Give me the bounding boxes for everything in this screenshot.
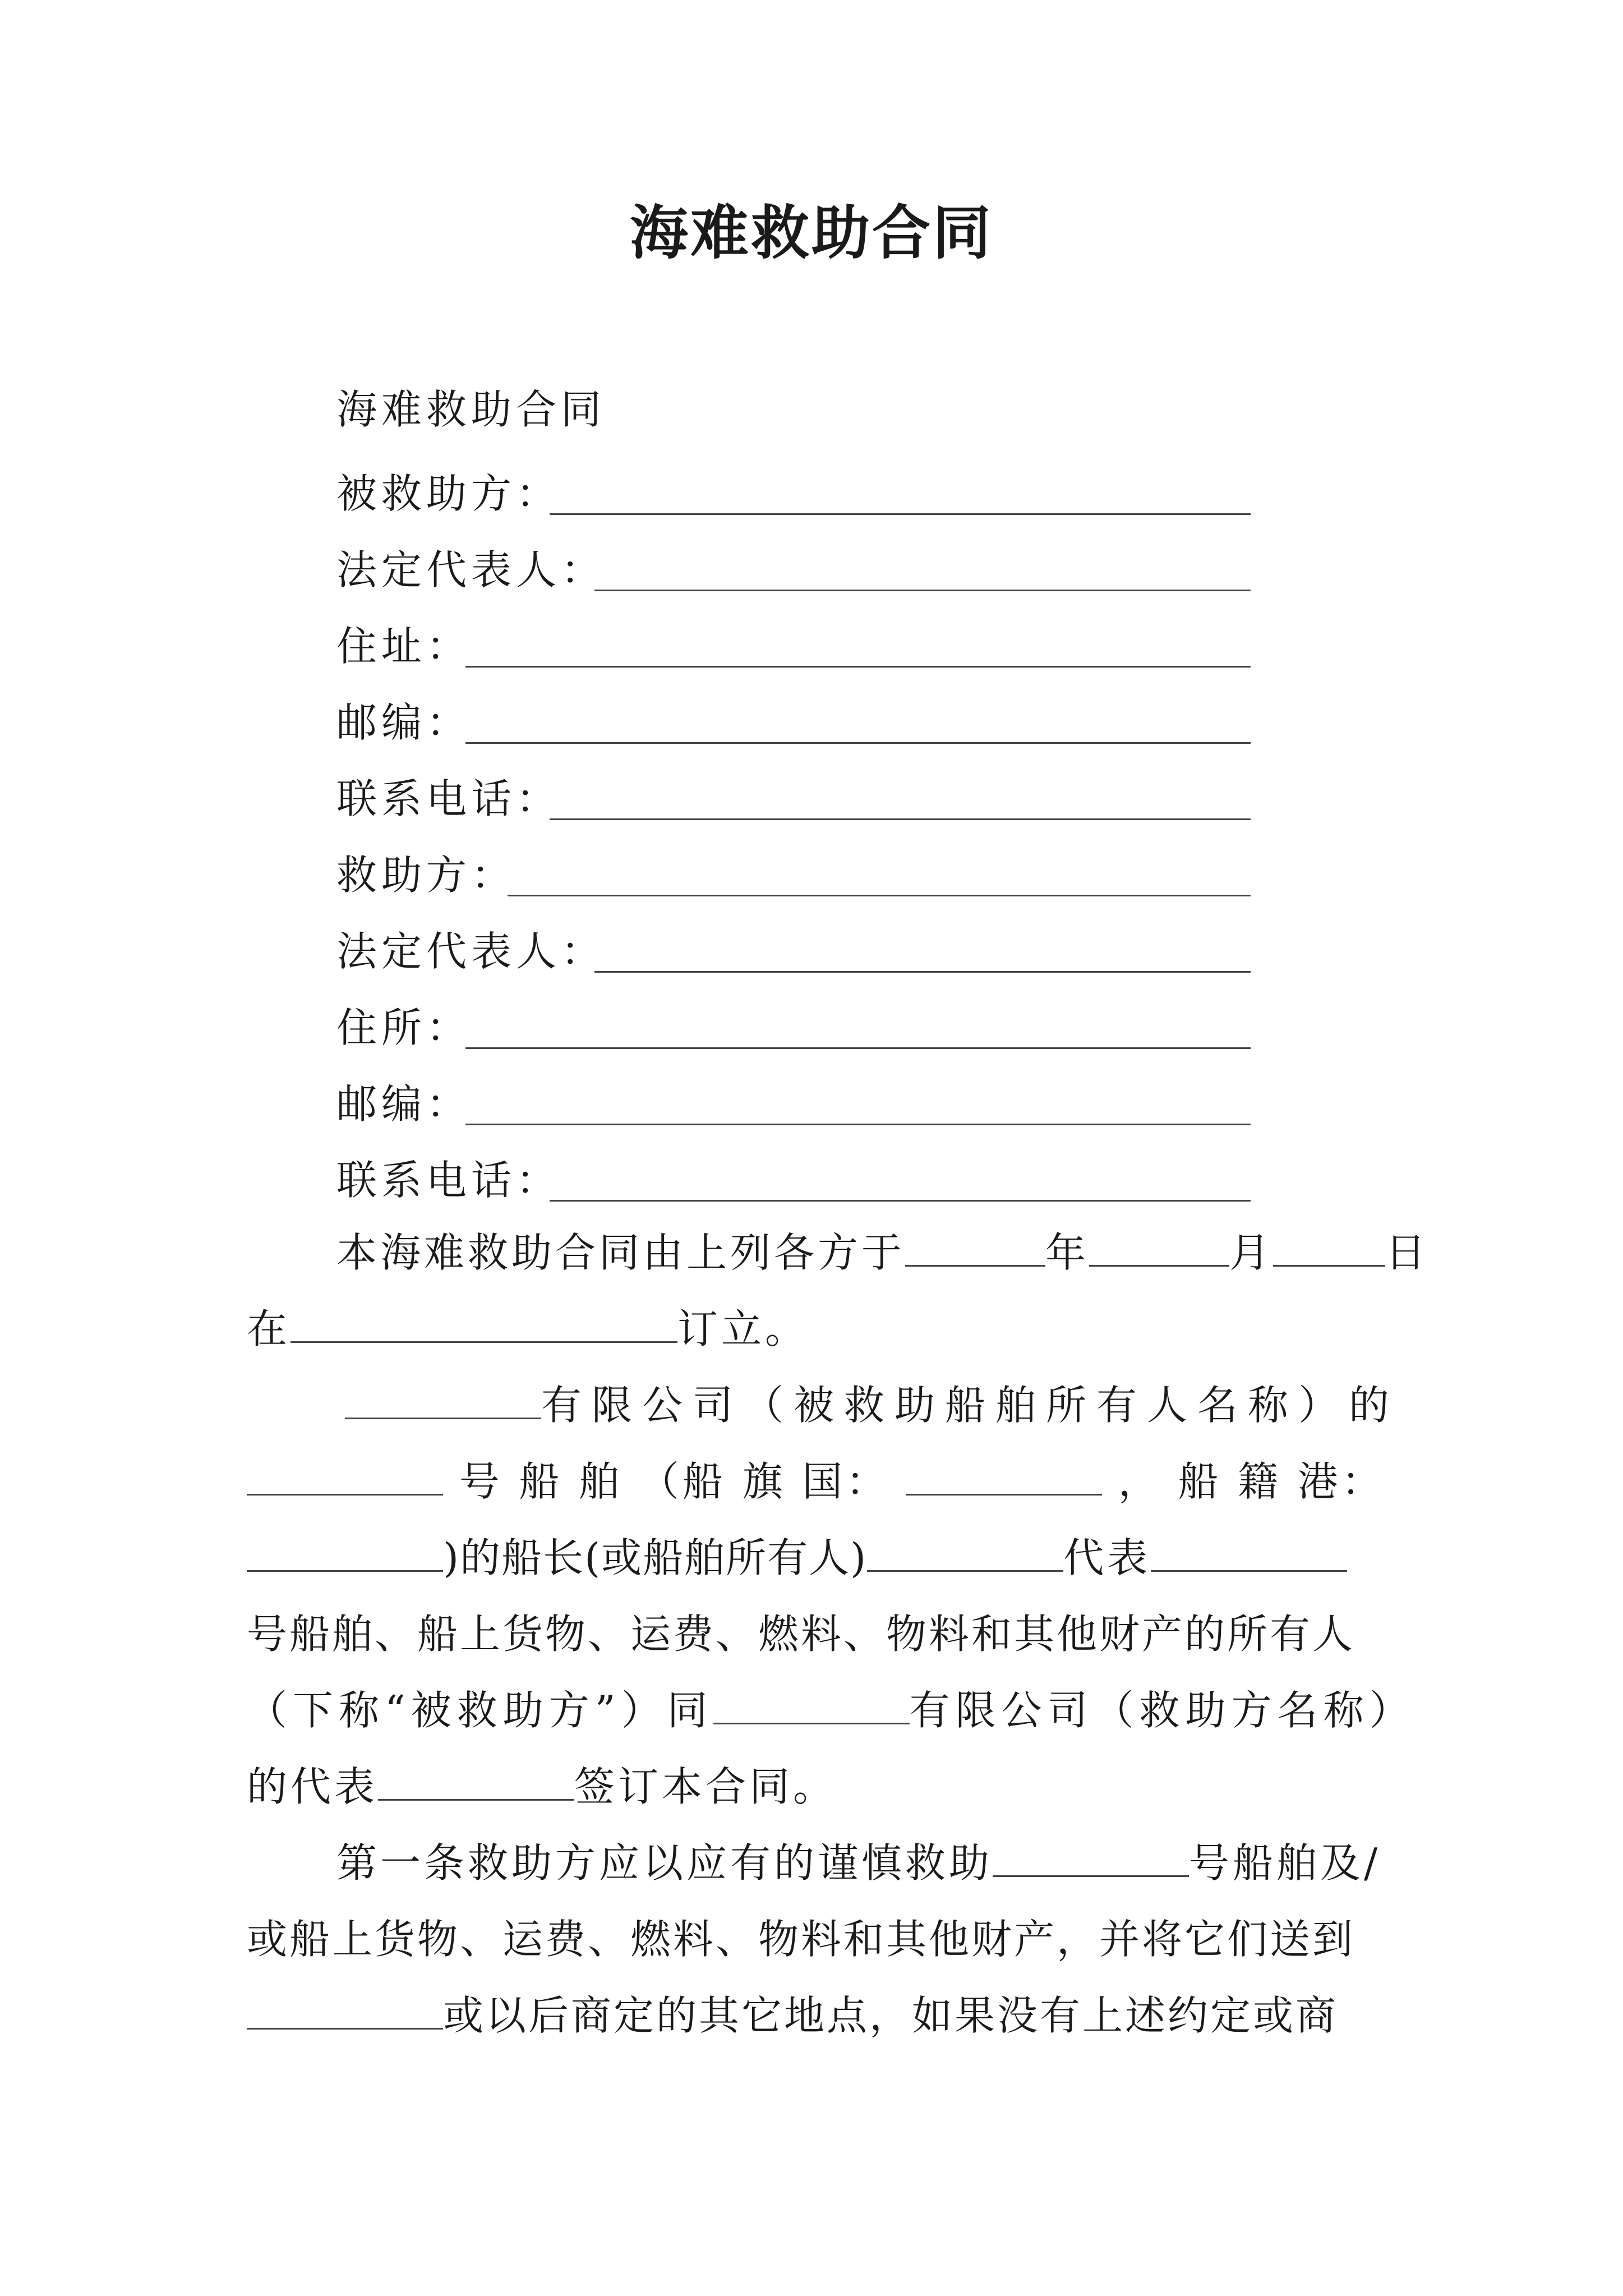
fill-line[interactable] <box>550 818 1251 820</box>
field-label: 联系电话： <box>336 775 561 822</box>
paragraph-article-1 <box>247 1825 1385 2054</box>
fill-line[interactable] <box>550 513 1251 515</box>
paragraph-text: 旗 <box>742 1458 786 1505</box>
fill-line[interactable] <box>465 1124 1251 1125</box>
paragraph-signing-date <box>247 1214 1430 1367</box>
fill-line[interactable] <box>465 742 1251 744</box>
document-title: 海难救助合同 <box>629 198 993 267</box>
field-label: 救助方： <box>336 852 517 899</box>
paragraph-parties <box>247 1367 1415 1825</box>
field-salvor-phone <box>336 1141 1251 1208</box>
paragraph-text: 的代表 <box>247 1763 379 1810</box>
field-rescued-address <box>336 607 1251 674</box>
blank-destination[interactable] <box>247 1994 443 2030</box>
field-label: 法定代表人： <box>336 546 606 593</box>
paragraph-text: 在 <box>247 1305 291 1352</box>
field-label: 住址： <box>336 623 472 670</box>
paragraph-text: 月 <box>1229 1229 1274 1276</box>
field-label: 被救助方： <box>336 470 561 517</box>
paragraph-text: 第一条救助方应以应有的谨慎救助 <box>336 1839 993 1887</box>
paragraph-text: 签订本合同。 <box>574 1763 837 1810</box>
field-salvor-residence <box>336 988 1251 1056</box>
paragraph-text: 日 <box>1385 1229 1430 1276</box>
field-label: 住所： <box>336 1004 472 1051</box>
field-rescued-phone <box>336 760 1251 827</box>
paragraph-text: 舶 <box>579 1458 623 1505</box>
field-salvor <box>336 836 1251 903</box>
paragraph-text: （下称“被救助方”）同 <box>247 1687 713 1734</box>
paragraph-text: ， <box>1118 1458 1162 1505</box>
fill-line[interactable] <box>465 666 1251 668</box>
paragraph-text: 或以后商定的其它地点，如果没有上述约定或商 <box>443 1992 1339 2039</box>
paragraph-text: 代表 <box>1063 1534 1151 1581</box>
paragraph-text: 船 <box>519 1458 563 1505</box>
field-label: 法定代表人： <box>336 928 606 975</box>
fill-line[interactable] <box>508 895 1251 896</box>
paragraph-text: 有限公司（被救助船舶所有人名称）的 <box>541 1382 1400 1429</box>
blank-month[interactable] <box>1089 1231 1229 1267</box>
blank-port-of-registry[interactable] <box>247 1536 443 1572</box>
field-salvor-legal-rep <box>336 912 1251 979</box>
field-rescued-legal-rep <box>336 531 1251 598</box>
paragraph-text: 号船舶、船上货物、运费、燃料、物料和其他财产的所有人 <box>247 1611 1355 1658</box>
fill-line[interactable] <box>465 1047 1251 1049</box>
paragraph-text: （船 <box>638 1458 726 1505</box>
paragraph-text: 港： <box>1297 1458 1385 1505</box>
blank-year[interactable] <box>905 1231 1045 1267</box>
blank-ship-to-rescue[interactable] <box>993 1842 1189 1877</box>
blank-ship-represented[interactable] <box>1151 1536 1347 1572</box>
paragraph-text: 年 <box>1045 1229 1090 1276</box>
blank-rescued-company[interactable] <box>345 1384 541 1419</box>
paragraph-text: 籍 <box>1238 1458 1282 1505</box>
fill-line[interactable] <box>594 590 1251 591</box>
field-label: 邮编： <box>336 699 472 746</box>
paragraph-text: 有限公司（救助方名称） <box>909 1687 1415 1734</box>
blank-salvor-rep[interactable] <box>378 1765 574 1801</box>
field-label: 邮编： <box>336 1080 472 1128</box>
field-rescued-party <box>336 454 1251 522</box>
blank-captain[interactable] <box>867 1536 1063 1572</box>
paragraph-text: 船 <box>1178 1458 1222 1505</box>
document-subtitle: 海难救助合同 <box>336 386 606 433</box>
blank-salvor-company[interactable] <box>713 1689 910 1724</box>
field-rescued-postcode <box>336 683 1251 751</box>
paragraph-text: 本海难救助合同由上列各方于 <box>336 1229 906 1276</box>
blank-place[interactable] <box>291 1308 677 1343</box>
paragraph-text: 或船上货物、运费、燃料、物料和其他财产，并将它们送到 <box>247 1916 1355 1963</box>
paragraph-text: 国： <box>802 1458 890 1505</box>
field-label: 联系电话： <box>336 1157 561 1204</box>
blank-ship-name[interactable] <box>247 1460 443 1496</box>
paragraph-text: 号 <box>459 1458 503 1505</box>
blank-day[interactable] <box>1273 1231 1385 1267</box>
paragraph-text: 号船舶及/ <box>1189 1839 1381 1887</box>
field-salvor-postcode <box>336 1065 1251 1132</box>
paragraph-text: 订立。 <box>677 1305 809 1352</box>
blank-flag-state[interactable] <box>906 1460 1102 1496</box>
paragraph-text: )的船长(或船舶所有人) <box>443 1534 868 1581</box>
fill-line[interactable] <box>594 971 1251 973</box>
fill-line[interactable] <box>550 1200 1251 1202</box>
